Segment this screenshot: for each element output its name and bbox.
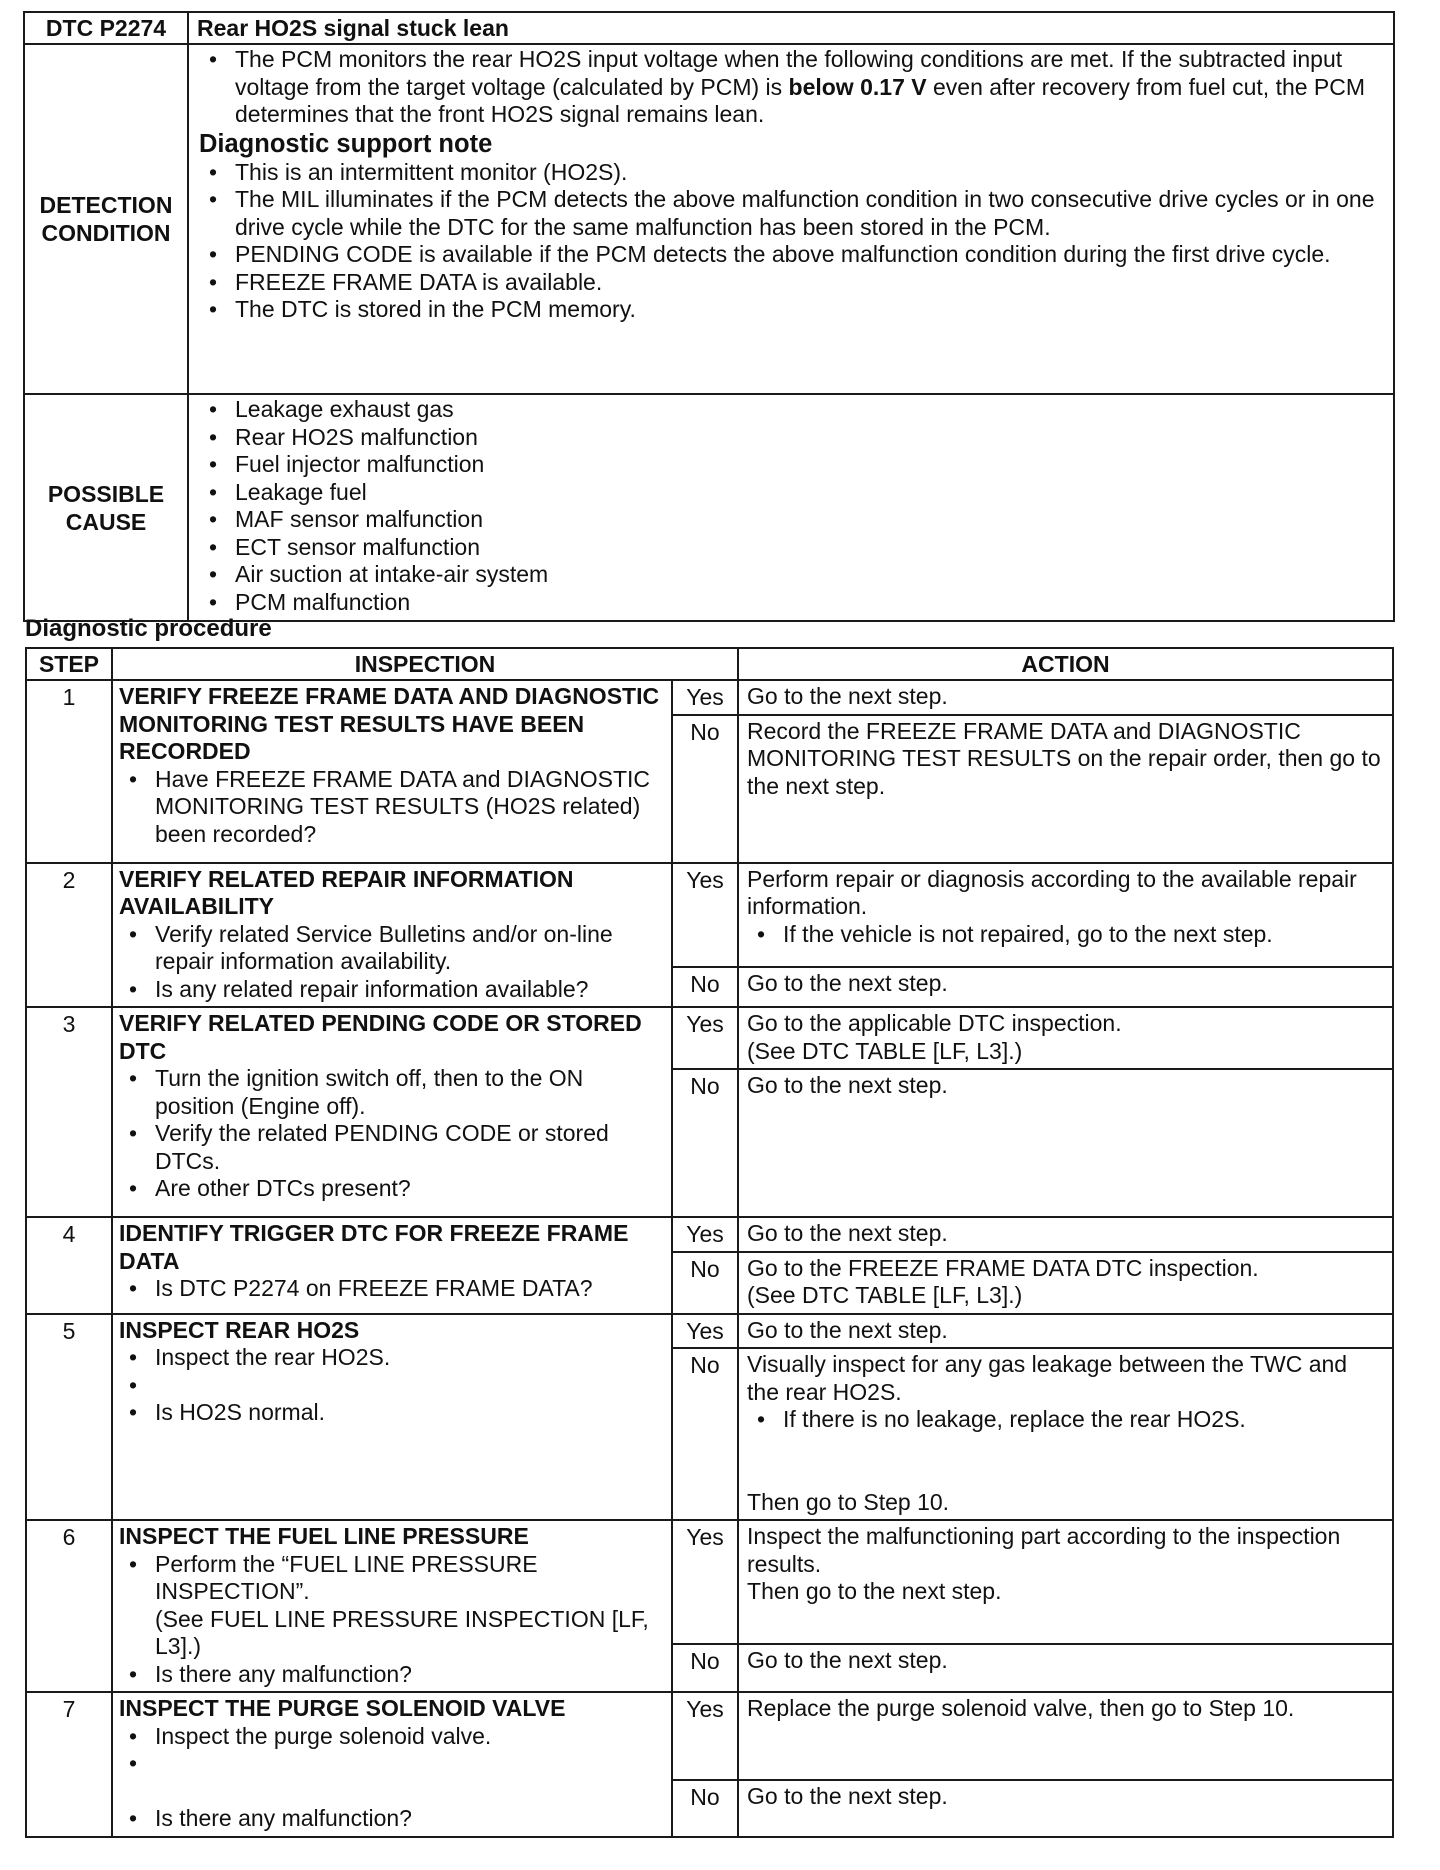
step-2-yes-row — [26, 863, 1393, 967]
cause-item: • Rear HO2S malfunction — [199, 424, 1379, 452]
step-bullet: • Is HO2S normal. — [119, 1399, 663, 1427]
step-6-yes-row — [26, 1520, 1393, 1644]
no-action-followup: Then go to Step 10. — [747, 1488, 950, 1515]
cause-item: • MAF sensor malfunction — [199, 506, 1379, 534]
yes-action: Inspect the malfunctioning part according to the inspection results. — [747, 1523, 1341, 1577]
detection-intro-list — [199, 46, 1379, 129]
yes-action: Go to the next step. — [738, 1314, 1393, 1349]
step-5-yes-row — [26, 1314, 1393, 1349]
step-bullet: • Is DTC P2274 on FREEZE FRAME DATA? — [119, 1275, 663, 1303]
step-bullet: • Is there any malfunction? — [119, 1661, 663, 1689]
step-3-inspection — [112, 1007, 672, 1217]
dtc-info-table — [23, 11, 1395, 622]
step-bullet: • Have FREEZE FRAME DATA and DIAGNOSTIC MONITORING TEST RESULTS (HO2S related) been recorded? — [119, 766, 663, 849]
step-bullet: • Is there any malfunction? — [119, 1805, 663, 1833]
procedure-header-row — [26, 648, 1393, 680]
possible-cause-list — [199, 396, 1379, 616]
spacer — [747, 1434, 1384, 1489]
yes-action-cell — [738, 1520, 1393, 1644]
step-title: INSPECT REAR HO2S — [119, 1316, 360, 1343]
support-note-list — [199, 159, 1379, 324]
yes-action-cell — [738, 863, 1393, 967]
step-bullet: • Turn the ignition switch off, then to the ON position (Engine off). — [119, 1065, 663, 1120]
dtc-title: Rear HO2S signal stuck lean — [188, 12, 1394, 44]
cause-item: • PCM malfunction — [199, 589, 1379, 617]
yes-label: Yes — [672, 1692, 738, 1780]
support-note-item: • The DTC is stored in the PCM memory. — [199, 296, 1379, 324]
no-action: Record the FREEZE FRAME DATA and DIAGNOSTIC MONITORING TEST RESULTS on the repair order, then go to the next step. — [738, 715, 1393, 863]
procedure-heading: Diagnostic procedure — [25, 615, 272, 642]
no-label: No — [672, 1252, 738, 1314]
step-title: INSPECT THE PURGE SOLENOID VALVE — [119, 1695, 566, 1721]
no-label: No — [672, 967, 738, 1007]
support-note-item: • PENDING CODE is available if the PCM detects the above malfunction condition during the first drive cycle. — [199, 241, 1379, 269]
step-title: INSPECT THE FUEL LINE PRESSURE — [119, 1523, 529, 1549]
yes-label: Yes — [672, 1314, 738, 1349]
no-label: No — [672, 1644, 738, 1692]
yes-action-reference: (See DTC TABLE [LF, L3].) — [747, 1037, 1023, 1064]
possible-cause-label — [24, 394, 188, 621]
possible-cause-body — [188, 394, 1394, 621]
support-note-item: • FREEZE FRAME DATA is available. — [199, 269, 1379, 297]
step-bullet — [119, 1551, 663, 1661]
no-label: No — [672, 1069, 738, 1217]
cause-label-line1: POSSIBLE — [47, 480, 165, 507]
yes-label: Yes — [672, 863, 738, 967]
no-label: No — [672, 1348, 738, 1520]
col-action-header: ACTION — [738, 648, 1393, 680]
detection-label-line2: CONDITION — [41, 220, 171, 246]
cause-label-line2: CAUSE — [65, 508, 147, 535]
possible-cause-row — [24, 394, 1394, 621]
yes-label: Yes — [672, 1217, 738, 1252]
yes-action: Go to the next step. — [738, 1217, 1393, 1252]
step-bullets — [119, 921, 663, 1004]
step-number: 2 — [26, 863, 112, 1008]
support-note-heading: Diagnostic support note — [199, 129, 493, 158]
step-number: 1 — [26, 680, 112, 863]
step-7-inspection — [112, 1692, 672, 1837]
yes-label: Yes — [672, 1007, 738, 1069]
step-2-inspection — [112, 863, 672, 1008]
step-1-inspection — [112, 680, 672, 863]
step-number: 3 — [26, 1007, 112, 1217]
cause-item: • Fuel injector malfunction — [199, 451, 1379, 479]
cause-item: • Leakage exhaust gas — [199, 396, 1379, 424]
step-bullet-reference: (See FUEL LINE PRESSURE INSPECTION [LF, L3].) — [155, 1605, 649, 1659]
step-3-yes-row — [26, 1007, 1393, 1069]
dtc-code: DTC P2274 — [24, 12, 188, 44]
no-action: Go to the next step. — [738, 1069, 1393, 1217]
step-number: 7 — [26, 1692, 112, 1837]
no-label: No — [672, 1780, 738, 1837]
step-bullet: • Verify related Service Bulletins and/or on-line repair information availability. — [119, 921, 663, 976]
procedure-table — [25, 647, 1394, 1838]
step-bullet: • Is any related repair information available? — [119, 976, 663, 1004]
step-title: VERIFY RELATED REPAIR INFORMATION AVAILABILITY — [119, 865, 574, 919]
step-bullet-text: Perform the “FUEL LINE PRESSURE INSPECTION”. — [155, 1550, 538, 1604]
no-action: Visually inspect for any gas leakage between the TWC and the rear HO2S. — [747, 1351, 1348, 1405]
step-4-inspection — [112, 1217, 672, 1314]
spacer — [119, 1750, 663, 1805]
no-action-bullets — [747, 1406, 1384, 1434]
yes-action: Perform repair or diagnosis according to the available repair information. — [747, 865, 1357, 919]
step-title: IDENTIFY TRIGGER DTC FOR FREEZE FRAME DATA — [119, 1220, 629, 1274]
cause-item: • Air suction at intake-air system — [199, 561, 1379, 589]
yes-label: Yes — [672, 1520, 738, 1644]
step-title: VERIFY RELATED PENDING CODE OR STORED DTC — [119, 1010, 642, 1064]
yes-action-followup: Then go to the next step. — [747, 1578, 1002, 1604]
intro-text-2: even after recovery from fuel cut, the PCM determines that the front HO2S signal remains lean. — [235, 73, 1366, 127]
step-bullets — [119, 1344, 663, 1426]
step-6-inspection — [112, 1520, 672, 1692]
step-7-yes-row — [26, 1692, 1393, 1780]
no-action: Go to the FREEZE FRAME DATA DTC inspection. — [747, 1254, 1259, 1281]
intro-text-1: The PCM monitors the rear HO2S input voltage when the following conditions are met. If the subtracted input voltage from the target voltage (calculated by PCM) is — [235, 46, 1343, 100]
no-action: Go to the next step. — [738, 1780, 1393, 1837]
detection-condition-body — [188, 44, 1394, 394]
no-action: Go to the next step. — [738, 1644, 1393, 1692]
yes-action-bullets — [747, 921, 1384, 949]
col-inspection-header: INSPECTION — [112, 648, 738, 680]
no-action-cell — [738, 1348, 1393, 1520]
no-action-bullet: • If there is no leakage, replace the rear HO2S. — [747, 1406, 1384, 1434]
step-bullet: • Verify the related PENDING CODE or stored DTCs. — [119, 1120, 663, 1175]
no-label: No — [672, 715, 738, 863]
support-note-item: • The MIL illuminates if the PCM detects the above malfunction condition in two consecutive drive cycles or in one drive cycle while the DTC for the same malfunction has been stored in the PCM. — [199, 186, 1379, 241]
no-action-cell — [738, 1252, 1393, 1314]
support-note-item: • This is an intermittent monitor (HO2S). — [199, 159, 1379, 187]
no-action: Go to the next step. — [738, 967, 1393, 1007]
yes-action: Replace the purge solenoid valve, then go to Step 10. — [738, 1692, 1393, 1780]
detection-label-line1: DETECTION — [39, 192, 173, 218]
yes-action-bullet: • If the vehicle is not repaired, go to the next step. — [747, 921, 1384, 949]
step-number: 5 — [26, 1314, 112, 1521]
step-bullet: • Inspect the rear HO2S. — [119, 1344, 663, 1372]
detection-condition-label — [24, 44, 188, 394]
step-number: 4 — [26, 1217, 112, 1314]
no-action-reference: (See DTC TABLE [LF, L3].) — [747, 1282, 1023, 1308]
spacer — [119, 1372, 663, 1399]
threshold-value: below 0.17 V — [788, 73, 927, 100]
step-bullets — [119, 1275, 663, 1303]
dtc-header-row — [24, 12, 1394, 44]
col-step-header: STEP — [26, 648, 112, 680]
step-bullets — [119, 766, 663, 849]
yes-action-cell — [738, 1007, 1393, 1069]
step-number: 6 — [26, 1520, 112, 1692]
step-5-inspection — [112, 1314, 672, 1521]
cause-item: • Leakage fuel — [199, 479, 1379, 507]
yes-action: Go to the next step. — [738, 680, 1393, 715]
step-title: VERIFY FREEZE FRAME DATA AND DIAGNOSTIC MONITORING TEST RESULTS HAVE BEEN RECORDED — [119, 683, 660, 764]
detection-condition-row — [24, 44, 1394, 394]
step-bullets — [119, 1065, 663, 1203]
step-1-yes-row — [26, 680, 1393, 715]
step-4-yes-row — [26, 1217, 1393, 1252]
yes-action: Go to the applicable DTC inspection. — [747, 1010, 1122, 1036]
detection-intro — [199, 46, 1379, 129]
yes-label: Yes — [672, 680, 738, 715]
step-bullet: • Are other DTCs present? — [119, 1175, 663, 1203]
step-bullets — [119, 1723, 663, 1833]
step-bullets — [119, 1551, 663, 1689]
cause-item: • ECT sensor malfunction — [199, 534, 1379, 562]
step-bullet: • Inspect the purge solenoid valve. — [119, 1723, 663, 1751]
